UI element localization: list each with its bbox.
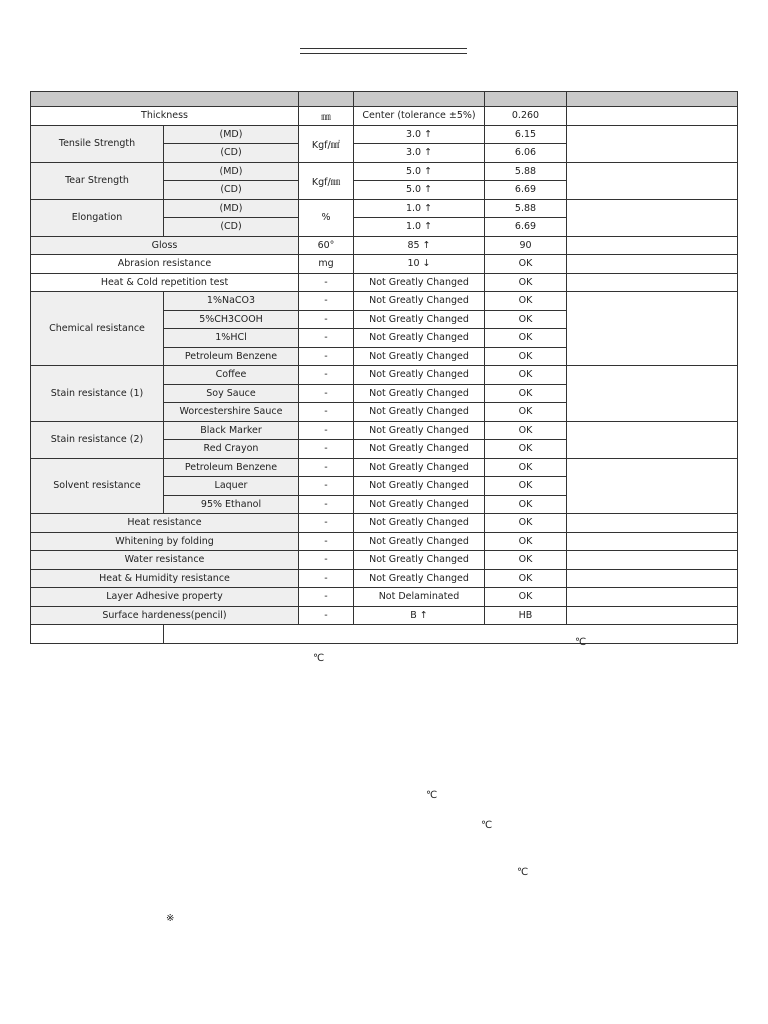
unit-cell: - — [299, 329, 354, 348]
degree-mark: ℃ — [517, 867, 529, 878]
remarks-cell — [567, 606, 738, 625]
table-row — [31, 458, 738, 477]
standard-cell: Not Delaminated — [354, 588, 485, 607]
result-cell: OK — [485, 273, 567, 292]
item-name: Stain resistance (1) — [31, 366, 164, 422]
result-cell: OK — [485, 569, 567, 588]
table-row — [31, 236, 738, 255]
standard-cell: Not Greatly Changed — [354, 514, 485, 533]
item-name: Surface hardeness(pencil) — [31, 606, 299, 625]
reference-mark: ※ — [166, 913, 175, 924]
remarks-cell — [567, 421, 738, 458]
remarks-cell — [567, 125, 738, 162]
standard-cell: Not Greatly Changed — [354, 347, 485, 366]
table-row — [31, 273, 738, 292]
degree-mark: ℃ — [575, 637, 587, 648]
standard-cell: B ↑ — [354, 606, 485, 625]
result-cell: OK — [485, 403, 567, 422]
unit-cell: - — [299, 569, 354, 588]
standard-cell: Center (tolerance ±5%) — [354, 107, 485, 126]
result-cell: 5.88 — [485, 162, 567, 181]
unit-cell: - — [299, 514, 354, 533]
table-row — [31, 421, 738, 440]
standard-cell: Not Greatly Changed — [354, 551, 485, 570]
degree-mark: ℃ — [313, 653, 325, 664]
spec-table — [30, 91, 738, 924]
unit-cell: - — [299, 403, 354, 422]
item-name: Abrasion resistance — [31, 255, 299, 274]
item-name: Heat & Humidity resistance — [31, 569, 299, 588]
remarks-cell — [567, 366, 738, 422]
unit-cell: - — [299, 273, 354, 292]
result-cell: OK — [485, 458, 567, 477]
notes-body-cell — [164, 625, 738, 924]
remarks-cell — [567, 199, 738, 236]
standard-cell: Not Greatly Changed — [354, 421, 485, 440]
table-row — [31, 125, 738, 144]
remarks-cell — [567, 532, 738, 551]
sub-item: Soy Sauce — [164, 384, 299, 403]
unit-cell: Kgf/㎜ — [299, 162, 354, 199]
sub-item: (CD) — [164, 218, 299, 237]
standard-cell: Not Greatly Changed — [354, 292, 485, 311]
unit-cell: Kgf/㎟ — [299, 125, 354, 162]
sub-item: 1%HCl — [164, 329, 299, 348]
table-row — [31, 514, 738, 533]
item-name: Layer Adhesive property — [31, 588, 299, 607]
result-cell: 6.69 — [485, 181, 567, 200]
unit-cell: - — [299, 310, 354, 329]
standard-cell: Not Greatly Changed — [354, 569, 485, 588]
unit-cell: - — [299, 606, 354, 625]
unit-cell: - — [299, 440, 354, 459]
result-cell: OK — [485, 329, 567, 348]
standard-cell: Not Greatly Changed — [354, 329, 485, 348]
remarks-cell — [567, 162, 738, 199]
standard-cell: 1.0 ↑ — [354, 218, 485, 237]
header-cell-standard — [354, 92, 485, 107]
result-cell: OK — [485, 255, 567, 274]
remarks-cell — [567, 236, 738, 255]
result-cell: OK — [485, 477, 567, 496]
unit-cell: - — [299, 347, 354, 366]
remarks-cell — [567, 107, 738, 126]
unit-cell: % — [299, 199, 354, 236]
unit-cell: - — [299, 384, 354, 403]
result-cell: 6.15 — [485, 125, 567, 144]
item-name: Thickness — [31, 107, 299, 126]
item-name: Tensile Strength — [31, 125, 164, 162]
sub-item: Laquer — [164, 477, 299, 496]
result-cell: 90 — [485, 236, 567, 255]
table-row — [31, 532, 738, 551]
remarks-cell — [567, 273, 738, 292]
standard-cell: 85 ↑ — [354, 236, 485, 255]
header-cell-remarks — [567, 92, 738, 107]
result-cell: OK — [485, 366, 567, 385]
table-header-row — [31, 92, 738, 107]
result-cell: HB — [485, 606, 567, 625]
sub-item: 95% Ethanol — [164, 495, 299, 514]
result-cell: OK — [485, 495, 567, 514]
unit-cell: - — [299, 477, 354, 496]
unit-cell: - — [299, 421, 354, 440]
table-row — [31, 199, 738, 218]
table-row — [31, 107, 738, 126]
item-name: Solvent resistance — [31, 458, 164, 514]
sub-item: (MD) — [164, 199, 299, 218]
result-cell: OK — [485, 532, 567, 551]
unit-cell: - — [299, 366, 354, 385]
sub-item: 5%CH3COOH — [164, 310, 299, 329]
result-cell: OK — [485, 347, 567, 366]
unit-cell: mg — [299, 255, 354, 274]
result-cell: OK — [485, 310, 567, 329]
degree-mark: ℃ — [426, 790, 438, 801]
result-cell: OK — [485, 292, 567, 311]
item-name: Whitening by folding — [31, 532, 299, 551]
standard-cell: 1.0 ↑ — [354, 199, 485, 218]
sub-item: Petroleum Benzene — [164, 458, 299, 477]
header-cell-unit — [299, 92, 354, 107]
table-row — [31, 551, 738, 570]
item-name: Gloss — [31, 236, 299, 255]
degree-mark: ℃ — [481, 820, 493, 831]
unit-cell: - — [299, 458, 354, 477]
result-cell: OK — [485, 440, 567, 459]
item-name: Tear Strength — [31, 162, 164, 199]
sub-item: Coffee — [164, 366, 299, 385]
item-name: Water resistance — [31, 551, 299, 570]
sub-item: Petroleum Benzene — [164, 347, 299, 366]
sub-item: Worcestershire Sauce — [164, 403, 299, 422]
unit-cell: - — [299, 551, 354, 570]
standard-cell: Not Greatly Changed — [354, 310, 485, 329]
standard-cell: 5.0 ↑ — [354, 181, 485, 200]
standard-cell: Not Greatly Changed — [354, 495, 485, 514]
standard-cell: Not Greatly Changed — [354, 366, 485, 385]
standard-cell: Not Greatly Changed — [354, 403, 485, 422]
standard-cell: 3.0 ↑ — [354, 125, 485, 144]
title-double-rule — [300, 48, 467, 54]
item-name: Stain resistance (2) — [31, 421, 164, 458]
result-cell: 6.06 — [485, 144, 567, 163]
table-row — [31, 366, 738, 385]
remarks-cell — [567, 588, 738, 607]
table-row — [31, 606, 738, 625]
table-row — [31, 588, 738, 607]
sub-item: (MD) — [164, 125, 299, 144]
standard-cell: 3.0 ↑ — [354, 144, 485, 163]
standard-cell: 10 ↓ — [354, 255, 485, 274]
sub-item: (MD) — [164, 162, 299, 181]
result-cell: OK — [485, 421, 567, 440]
item-name: Chemical resistance — [31, 292, 164, 366]
result-cell: OK — [485, 514, 567, 533]
standard-cell: 5.0 ↑ — [354, 162, 485, 181]
remarks-cell — [567, 292, 738, 366]
table-row — [31, 569, 738, 588]
remarks-cell — [567, 551, 738, 570]
header-cell-result — [485, 92, 567, 107]
sub-item: Red Crayon — [164, 440, 299, 459]
standard-cell: Not Greatly Changed — [354, 532, 485, 551]
result-cell: OK — [485, 588, 567, 607]
standard-cell: Not Greatly Changed — [354, 273, 485, 292]
unit-cell: - — [299, 588, 354, 607]
unit-cell: - — [299, 292, 354, 311]
item-name: Elongation — [31, 199, 164, 236]
unit-cell: ㎜ — [299, 107, 354, 126]
notes-row — [31, 625, 738, 644]
standard-cell: Not Greatly Changed — [354, 477, 485, 496]
table-row — [31, 292, 738, 311]
remarks-cell — [567, 569, 738, 588]
unit-cell: - — [299, 532, 354, 551]
sub-item: (CD) — [164, 144, 299, 163]
sub-item: 1%NaCO3 — [164, 292, 299, 311]
standard-cell: Not Greatly Changed — [354, 440, 485, 459]
result-cell: 5.88 — [485, 199, 567, 218]
table-row — [31, 162, 738, 181]
result-cell: OK — [485, 384, 567, 403]
sub-item: Black Marker — [164, 421, 299, 440]
sub-item: (CD) — [164, 181, 299, 200]
standard-cell: Not Greatly Changed — [354, 384, 485, 403]
result-cell: 0.260 — [485, 107, 567, 126]
remarks-cell — [567, 255, 738, 274]
unit-cell: - — [299, 495, 354, 514]
unit-cell: 60° — [299, 236, 354, 255]
notes-label-cell — [31, 625, 164, 644]
standard-cell: Not Greatly Changed — [354, 458, 485, 477]
item-name: Heat & Cold repetition test — [31, 273, 299, 292]
remarks-cell — [567, 514, 738, 533]
remarks-cell — [567, 458, 738, 514]
result-cell: OK — [485, 551, 567, 570]
item-name: Heat resistance — [31, 514, 299, 533]
result-cell: 6.69 — [485, 218, 567, 237]
header-cell-item — [31, 92, 299, 107]
table-row — [31, 255, 738, 274]
